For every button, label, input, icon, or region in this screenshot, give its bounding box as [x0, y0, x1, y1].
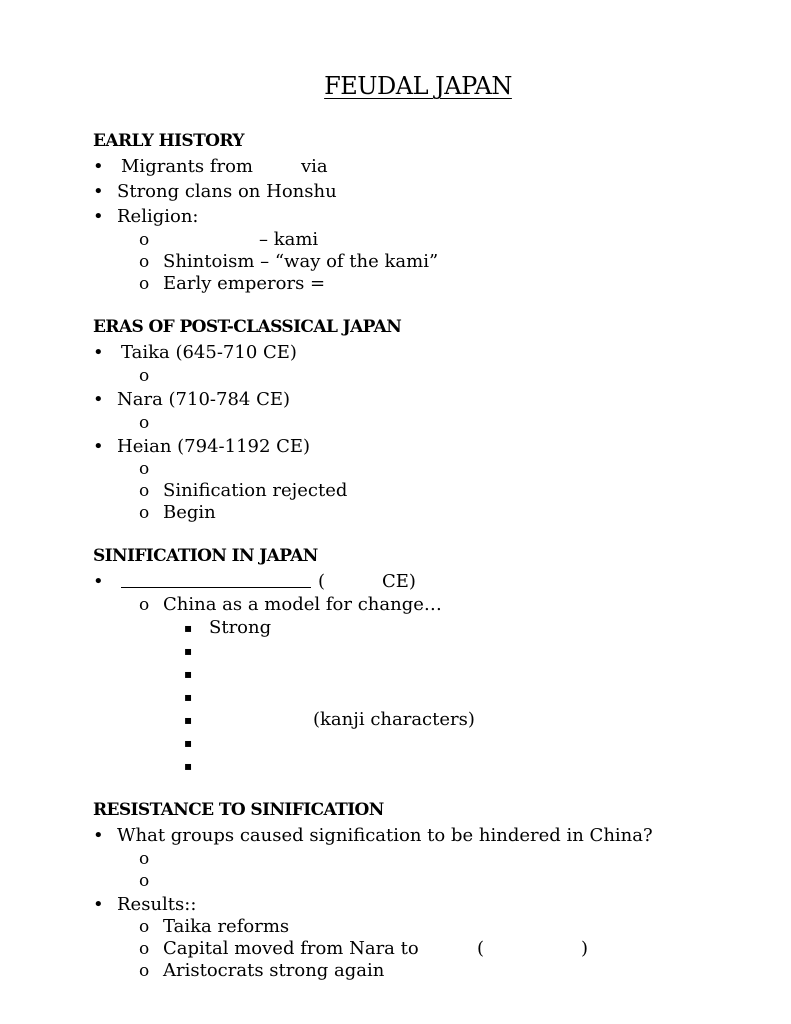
- square-marker: ▪: [184, 690, 193, 704]
- circle-marker: o: [139, 939, 150, 959]
- bullet-marker: •: [93, 436, 104, 457]
- migrants-text: Migrants from: [121, 156, 254, 177]
- circle-marker: o: [139, 595, 150, 615]
- begin-text: Begin: [163, 502, 216, 523]
- circle-marker: o: [139, 366, 150, 386]
- bullet-marker: •: [93, 342, 104, 363]
- circle-marker: o: [139, 871, 150, 891]
- square-marker: ▪: [184, 736, 193, 750]
- open-paren-text: (: [318, 571, 326, 592]
- blank-answer-line: [121, 571, 311, 594]
- square-marker: ▪: [184, 713, 193, 727]
- question-text: What groups caused signification to be hindered in China?: [117, 825, 653, 846]
- aristocrats-text: Aristocrats strong again: [163, 960, 385, 981]
- capital-moved-text: Capital moved from Nara to: [163, 938, 419, 959]
- bullet-marker: •: [93, 825, 104, 846]
- heian-era-text: Heian (794-1192 CE): [117, 436, 311, 457]
- bullet-marker: •: [93, 206, 104, 227]
- circle-marker: o: [139, 230, 150, 250]
- bullet-marker: •: [93, 181, 104, 202]
- circle-marker: o: [139, 849, 150, 869]
- bullet-marker: •: [93, 389, 104, 410]
- strong-text: Strong: [209, 617, 272, 638]
- circle-marker: o: [139, 481, 150, 501]
- open-paren-text: (: [477, 938, 485, 959]
- close-paren-text: ): [581, 938, 589, 959]
- taika-era-text: Taika (645-710 CE): [121, 342, 297, 363]
- heading-sinification: SINIFICATION IN JAPAN: [93, 546, 318, 566]
- taika-reforms-text: Taika reforms: [163, 916, 290, 937]
- circle-marker: o: [139, 917, 150, 937]
- migrants-via-text: via: [301, 156, 328, 177]
- china-model-text: China as a model for change…: [163, 594, 442, 615]
- bullet-marker: •: [93, 156, 104, 177]
- page-title: FEUDAL JAPAN: [324, 72, 512, 100]
- square-marker: ▪: [184, 644, 193, 658]
- bullet-marker: •: [93, 894, 104, 915]
- circle-marker: o: [139, 413, 150, 433]
- sinification-rejected-text: Sinification rejected: [163, 480, 348, 501]
- heading-early-history: EARLY HISTORY: [93, 131, 244, 151]
- early-emperors-text: Early emperors =: [163, 273, 326, 294]
- circle-marker: o: [139, 961, 150, 981]
- shintoism-text: Shintoism – “way of the kami”: [163, 251, 439, 272]
- circle-marker: o: [139, 459, 150, 479]
- square-marker: ▪: [184, 621, 193, 635]
- kanji-text: (kanji characters): [313, 709, 475, 730]
- religion-text: Religion:: [117, 206, 199, 227]
- square-marker: ▪: [184, 759, 193, 773]
- square-marker: ▪: [184, 667, 193, 681]
- clans-text: Strong clans on Honshu: [117, 181, 337, 202]
- kami-text: – kami: [259, 229, 319, 250]
- heading-eras: ERAS OF POST-CLASSICAL JAPAN: [93, 317, 402, 337]
- circle-marker: o: [139, 252, 150, 272]
- heading-resistance: RESISTANCE TO SINIFICATION: [93, 800, 384, 820]
- results-text: Results::: [117, 894, 197, 915]
- ce-text: CE): [382, 571, 416, 592]
- circle-marker: o: [139, 274, 150, 294]
- circle-marker: o: [139, 503, 150, 523]
- nara-era-text: Nara (710-784 CE): [117, 389, 291, 410]
- bullet-marker: •: [93, 571, 104, 592]
